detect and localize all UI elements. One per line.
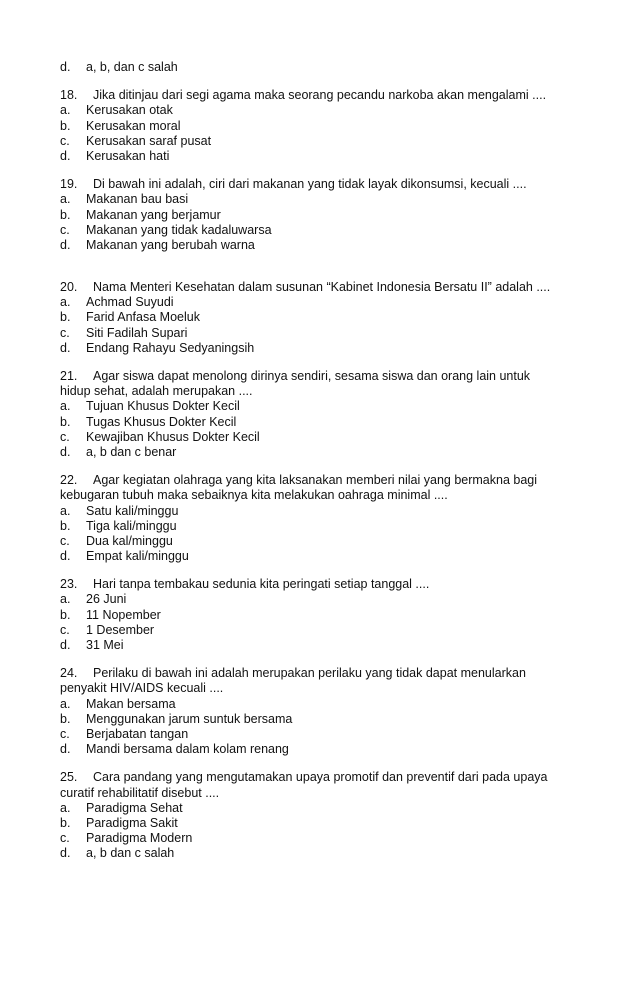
option-letter: a. [60, 503, 71, 518]
option-text: a, b dan c benar [86, 444, 177, 459]
question-line [60, 770, 580, 785]
answer-option [60, 445, 580, 460]
option-letter: d. [60, 742, 71, 757]
answer-option [60, 326, 580, 341]
option-letter: d. [60, 60, 71, 74]
option-text: Farid Anfasa Moeluk [86, 310, 200, 325]
option-letter: b. [60, 118, 71, 133]
option-letter: c. [60, 622, 70, 637]
question-text: hidup sehat, adalah merupakan .... [60, 384, 253, 399]
question-text: penyakit HIV/AIDS kecuali .... [60, 681, 224, 696]
question-text: Agar siswa dapat menolong dirinya sendiri, sesama siswa dan orang lain untuk [93, 369, 531, 383]
question-number: 18. [60, 88, 78, 103]
question-line [60, 280, 580, 295]
answer-option [60, 341, 580, 356]
option-text: Satu kali/minggu [86, 503, 179, 518]
answer-option [60, 534, 580, 549]
question-number: 21. [60, 369, 78, 383]
option-letter: a. [60, 399, 71, 414]
option-text: Paradigma Sakit [86, 815, 178, 830]
question-block [60, 577, 580, 653]
question-block [60, 369, 580, 460]
option-text: Dua kal/minggu [86, 533, 173, 548]
answer-option [60, 697, 580, 712]
question-block [60, 280, 580, 356]
exam-page [60, 60, 580, 861]
answer-option [60, 592, 580, 607]
question-line [60, 488, 580, 503]
option-text: Empat kali/minggu [86, 549, 189, 564]
option-text: Menggunakan jarum suntuk bersama [86, 711, 293, 726]
answer-option [60, 623, 580, 638]
option-text: 26 Juni [86, 592, 127, 607]
option-text: a, b, dan c salah [86, 60, 178, 74]
option-letter: a. [60, 800, 71, 815]
answer-option [60, 816, 580, 831]
answer-option [60, 727, 580, 742]
option-text: Paradigma Sehat [86, 800, 183, 815]
option-text: Berjabatan tangan [86, 726, 189, 741]
option-text: Kerusakan otak [86, 103, 173, 118]
option-text: Kerusakan hati [86, 148, 170, 163]
option-letter: d. [60, 846, 71, 861]
option-text: 31 Mei [86, 638, 124, 652]
question-line [60, 88, 580, 103]
question-number: 19. [60, 177, 78, 192]
option-letter: c. [60, 831, 70, 846]
question-number: 22. [60, 473, 78, 488]
answer-option [60, 119, 580, 134]
option-letter: d. [60, 638, 71, 652]
question-block [60, 177, 580, 253]
answer-option [60, 238, 580, 253]
answer-option [60, 134, 580, 149]
option-text: 11 Nopember [86, 607, 161, 622]
question-line [60, 384, 580, 399]
option-letter: d. [60, 444, 71, 459]
answer-option [60, 846, 580, 861]
option-text: Tiga kali/minggu [86, 518, 177, 533]
answer-option [60, 192, 580, 207]
question-text: Cara pandang yang mengutamakan upaya promotif dan preventif dari pada upaya [93, 770, 548, 785]
option-text: Kerusakan saraf pusat [86, 133, 212, 148]
question-line [60, 577, 580, 592]
question-line [60, 369, 580, 384]
question-text: curatif rehabilitatif disebut .... [60, 785, 220, 800]
option-letter: c. [60, 533, 70, 548]
question-line [60, 473, 580, 488]
option-letter: c. [60, 726, 70, 741]
option-text: Paradigma Modern [86, 831, 193, 846]
question-block [60, 666, 580, 757]
question-list [60, 88, 580, 861]
option-letter: d. [60, 340, 71, 355]
question-number: 23. [60, 577, 78, 592]
option-text: Tujuan Khusus Dokter Kecil [86, 399, 240, 414]
question-text: Di bawah ini adalah, ciri dari makanan yang tidak layak dikonsumsi, kecuali .... [93, 177, 527, 192]
question-text: Hari tanpa tembakau sedunia kita peringati setiap tanggal .... [93, 577, 430, 592]
question-block [60, 88, 580, 164]
answer-option [60, 504, 580, 519]
option-letter: c. [60, 429, 70, 444]
option-text: Siti Fadilah Supari [86, 325, 188, 340]
question-number: 25. [60, 770, 78, 785]
option-letter: d. [60, 549, 71, 564]
question-text: Perilaku di bawah ini adalah merupakan perilaku yang tidak dapat menularkan [93, 666, 526, 681]
option-text: Makanan yang berubah warna [86, 237, 255, 252]
option-text: 1 Desember [86, 622, 155, 637]
option-letter: c. [60, 133, 70, 148]
answer-option [60, 638, 580, 653]
option-letter: b. [60, 815, 71, 830]
answer-option [60, 712, 580, 727]
option-text: a, b dan c salah [86, 846, 175, 861]
option-text: Makanan yang berjamur [86, 207, 221, 222]
option-letter: d. [60, 237, 71, 252]
leading-option [60, 60, 580, 75]
option-text: Endang Rahayu Sedyaningsih [86, 340, 255, 355]
option-letter: a. [60, 103, 71, 118]
answer-option [60, 415, 580, 430]
question-line [60, 177, 580, 192]
question-text: Nama Menteri Kesehatan dalam susunan “Kabinet Indonesia Bersatu II” adalah .... [93, 280, 551, 295]
option-letter: a. [60, 295, 71, 310]
question-block [60, 770, 580, 861]
option-letter: a. [60, 696, 71, 711]
answer-option [60, 208, 580, 223]
option-letter: d. [60, 148, 71, 163]
question-line [60, 666, 580, 681]
question-line [60, 786, 580, 801]
question-number: 24. [60, 666, 78, 681]
answer-option [60, 103, 580, 118]
option-letter: b. [60, 414, 71, 429]
option-letter: a. [60, 592, 71, 607]
answer-option [60, 149, 580, 164]
answer-option [60, 295, 580, 310]
answer-option [60, 742, 580, 757]
option-text: Kerusakan moral [86, 118, 181, 133]
answer-option [60, 549, 580, 564]
answer-option [60, 801, 580, 816]
option-letter: b. [60, 518, 71, 533]
answer-option [60, 831, 580, 846]
option-letter: b. [60, 310, 71, 325]
option-letter: b. [60, 207, 71, 222]
question-block [60, 473, 580, 564]
question-text: Agar kegiatan olahraga yang kita laksanakan memberi nilai yang bermakna bagi [93, 473, 538, 488]
question-line [60, 681, 580, 696]
option-text: Mandi bersama dalam kolam renang [86, 742, 289, 757]
option-letter: c. [60, 222, 70, 237]
option-letter: b. [60, 711, 71, 726]
option-text: Makanan yang tidak kadaluwarsa [86, 222, 272, 237]
option-letter: c. [60, 325, 70, 340]
answer-option [60, 430, 580, 445]
option-letter: a. [60, 192, 71, 207]
answer-option [60, 519, 580, 534]
question-number: 20. [60, 280, 78, 295]
question-text: kebugaran tubuh maka sebaiknya kita melakukan oahraga minimal .... [60, 488, 448, 503]
option-text: Makan bersama [86, 696, 176, 711]
option-text: Makanan bau basi [86, 192, 189, 207]
answer-option [60, 399, 580, 414]
option-text: Tugas Khusus Dokter Kecil [86, 414, 237, 429]
option-text: Achmad Suyudi [86, 295, 174, 310]
answer-option [60, 608, 580, 623]
option-text: Kewajiban Khusus Dokter Kecil [86, 429, 260, 444]
answer-option [60, 223, 580, 238]
option-letter: b. [60, 607, 71, 622]
question-text: Jika ditinjau dari segi agama maka seorang pecandu narkoba akan mengalami .... [93, 88, 547, 103]
answer-option [60, 310, 580, 325]
